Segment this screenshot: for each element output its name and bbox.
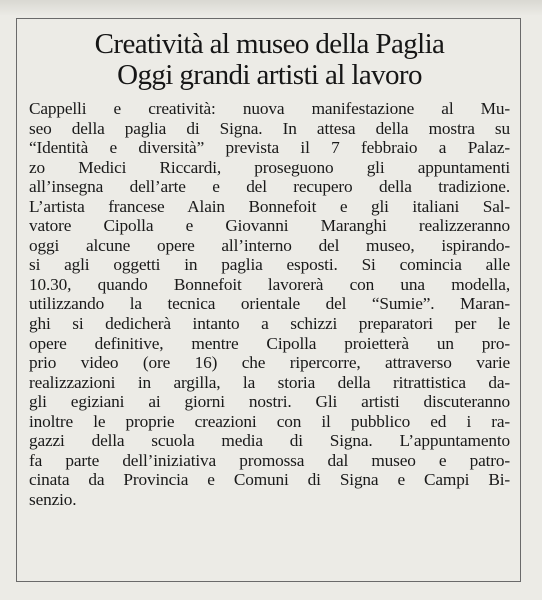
article-body (29, 99, 510, 509)
body-line: zo Medici Riccardi, proseguono gli appuntamenti (29, 157, 510, 177)
article-headline (29, 29, 510, 91)
body-line: fa parte dell’iniziativa promossa dal museo e patro- (29, 450, 510, 470)
headline-line-1: Creatività al museo della Paglia (94, 28, 445, 60)
body-line: gazzi della scuola media di Signa. L’appuntamento (29, 431, 510, 451)
body-line: seo della paglia di Signa. In attesa della mostra su (29, 118, 510, 138)
body-line: L’artista francese Alain Bonnefoit e gli italiani Sal- (29, 196, 510, 216)
body-line: Cappelli e creatività: nuova manifestazione al Mu- (29, 99, 510, 118)
body-line: realizzazioni in argilla, la storia della ritrattistica da- (29, 372, 510, 392)
body-line: prio video (ore 16) che ripercorre, attraverso varie (29, 353, 510, 373)
body-line: cinata da Provincia e Comuni di Signa e Campi Bi- (29, 470, 510, 490)
body-line: ghi si dedicherà intanto a schizzi preparatori per le (29, 314, 510, 334)
body-line: “Identità e diversità” prevista il 7 febbraio a Palaz- (29, 138, 510, 158)
body-line: opere definitive, mentre Cipolla proietterà un pro- (29, 333, 510, 353)
adjacent-article-bleed-top (0, 0, 542, 16)
newspaper-article (16, 18, 521, 582)
body-line: oggi alcune opere all’interno del museo, ispirando- (29, 235, 510, 255)
body-line: si agli oggetti in paglia esposti. Si comincia alle (29, 255, 510, 275)
body-line: inoltre le proprie creazioni con il pubblico ed i ra- (29, 411, 510, 431)
body-line: utilizzando la tecnica orientale del “Sumie”. Maran- (29, 294, 510, 314)
body-line: 10.30, quando Bonnefoit lavorerà con una modella, (29, 274, 510, 294)
adjacent-article-bleed-bottom (300, 588, 542, 600)
body-line: vatore Cipolla e Giovanni Maranghi realizzeranno (29, 216, 510, 236)
headline-line-2: Oggi grandi artisti al lavoro (117, 59, 422, 91)
body-line: senzio. (29, 489, 77, 509)
body-line: all’insegna dell’arte e del recupero della tradizione. (29, 177, 510, 197)
body-line: gli egiziani ai giorni nostri. Gli artisti discuteranno (29, 392, 510, 412)
